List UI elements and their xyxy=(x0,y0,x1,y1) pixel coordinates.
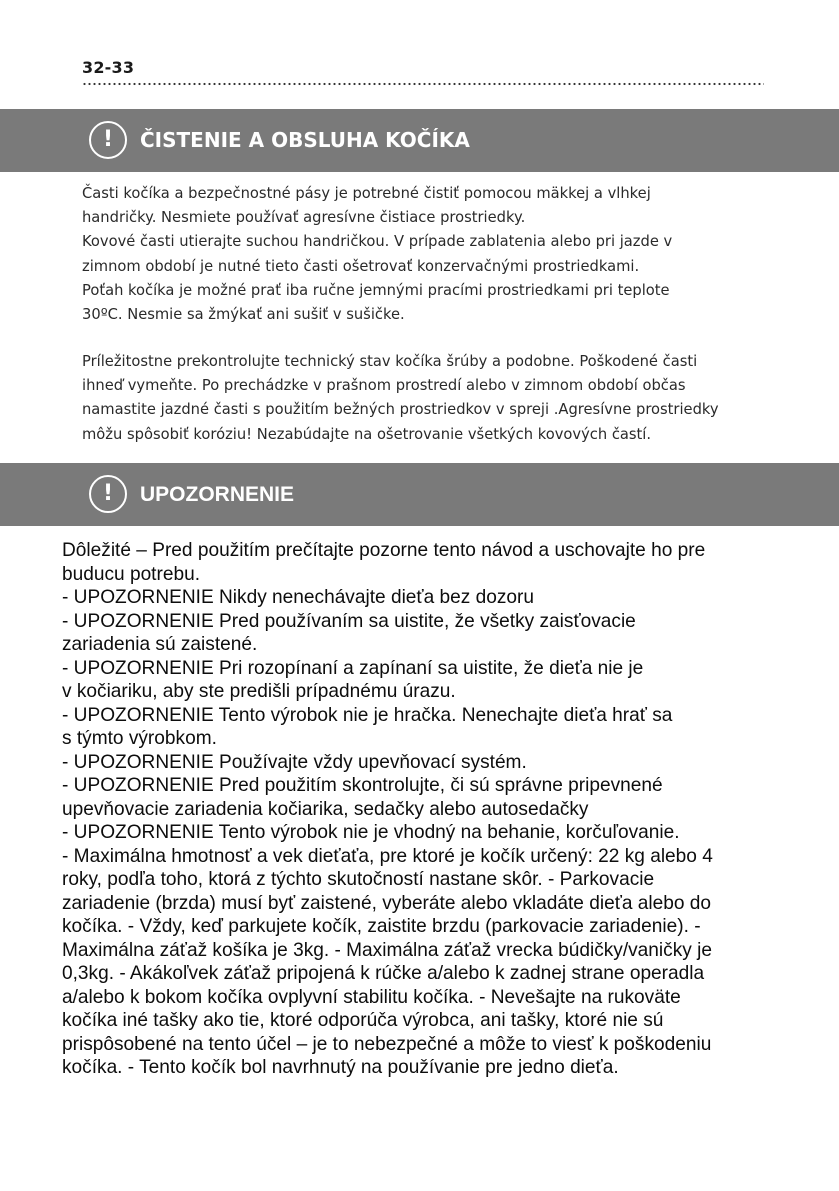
warning-line: kočíka iné tašky ako tie, ktoré odporúča výrobca, ani tašky, ktoré nie sú xyxy=(62,1010,664,1031)
text-line: Príležitostne prekontrolujte technický stav kočíka šrúby a podobne. Poškodené časti xyxy=(82,353,698,370)
exclamation-circle-icon: ! xyxy=(89,121,127,159)
text-line: Kovové časti utierajte suchou handričkou. V prípade zablatenia alebo pri jazde v xyxy=(82,233,673,251)
warning-line: prispôsobené na tento účel – je to nebezpečné a môže to viesť k poškodeniu xyxy=(62,1033,712,1055)
warning-line: - UPOZORNENIE Tento výrobok nie je hračka. Nenechajte dieťa hrať sa xyxy=(62,704,673,726)
dotted-divider xyxy=(82,82,764,86)
text-line: handričky. Nesmiete používať agresívne čistiace prostriedky. xyxy=(82,209,526,227)
warning-line: v kočiariku, aby ste predišli prípadnému úrazu. xyxy=(62,681,456,702)
section-title-warning: UPOZORNENIE xyxy=(140,483,295,506)
warning-line: - UPOZORNENIE Tento výrobok nie je vhodný na behanie, korčuľovanie. xyxy=(62,822,680,843)
section-banner-warning xyxy=(0,463,839,526)
warning-line: Maximálna záťaž košíka je 3kg. - Maximálna záťaž vrecka búdičky/vaničky je xyxy=(62,939,712,961)
warning-line: - UPOZORNENIE Pred používaním sa uistite, že všetky zaisťovacie xyxy=(62,610,636,632)
text-line: zimnom období je nutné tieto časti ošetrovať konzervačnými prostriedkami. xyxy=(82,257,640,275)
warning-line: - Maximálna hmotnosť a vek dieťaťa, pre ktoré je kočík určený: 22 kg alebo 4 xyxy=(62,845,713,867)
section-title-cleaning: ČISTENIE A OBSLUHA KOČÍKA xyxy=(140,128,470,152)
warning-line: buducu potrebu. xyxy=(62,563,201,585)
warning-line: - UPOZORNENIE Používajte vždy upevňovací systém. xyxy=(62,751,527,773)
warning-line: s týmto výrobkom. xyxy=(62,728,217,749)
cleaning-paragraph-1 xyxy=(82,182,782,327)
text-line: Časti kočíka a bezpečnostné pásy je potrebné čistiť pomocou mäkkej a vlhkej xyxy=(82,185,651,202)
text-line: namastite jazdné časti s použitím bežných prostriedkov v spreji .Agresívne prostriedky xyxy=(82,401,719,419)
warning-line: zariadenie (brzda) musí byť zaistené, vyberáte alebo vkladáte dieťa alebo do xyxy=(62,892,712,914)
text-line: môžu spôsobiť koróziu! Nezabúdajte na ošetrovanie všetkých kovových častí. xyxy=(82,425,652,443)
warning-line: - UPOZORNENIE Pred použitím skontrolujte, či sú správne pripevnené xyxy=(62,775,663,796)
warning-line: - UPOZORNENIE Nikdy nenechávajte dieťa bez dozoru xyxy=(62,587,534,608)
warning-line: roky, podľa toho, ktorá z týchto skutočností nastane skôr. - Parkovacie xyxy=(62,869,655,890)
warning-line: - UPOZORNENIE Pri rozopínaní a zapínaní sa uistite, že dieťa nie je xyxy=(62,657,644,679)
warning-line: upevňovacie zariadenia kočiarika, sedačky alebo autosedačky xyxy=(62,798,589,820)
cleaning-paragraph-2 xyxy=(82,350,782,447)
exclamation-circle-icon: ! xyxy=(89,475,127,513)
text-line: ihneď vymeňte. Po prechádzke v prašnom prostredí alebo v zimnom období občas xyxy=(82,377,686,395)
warning-text xyxy=(62,539,784,1080)
warning-line: zariadenia sú zaistené. xyxy=(62,634,258,655)
text-line: Poťah kočíka je možné prať iba ručne jemnými pracími prostriedkami pri teplote xyxy=(82,281,670,299)
warning-line: a/alebo k bokom kočíka ovplyvní stabilitu kočíka. - Nevešajte na rukoväte xyxy=(62,986,681,1008)
warning-line: kočíka. - Vždy, keď parkujete kočík, zaistite brzdu (parkovacie zariadenie). - xyxy=(62,916,701,937)
warning-line: kočíka. - Tento kočík bol navrhnutý na používanie pre jedno dieťa. xyxy=(62,1057,619,1078)
page-number: 32-33 xyxy=(82,58,135,77)
warning-line: Dôležité – Pred použitím prečítajte pozorne tento návod a uschovajte ho pre xyxy=(62,540,706,561)
warning-line: 0,3kg. - Akákoľvek záťaž pripojená k rúčke a/alebo k zadnej strane operadla xyxy=(62,963,705,984)
text-line: 30ºC. Nesmie sa žmýkať ani sušiť v sušičke. xyxy=(82,306,405,324)
section-banner-cleaning xyxy=(0,109,839,172)
